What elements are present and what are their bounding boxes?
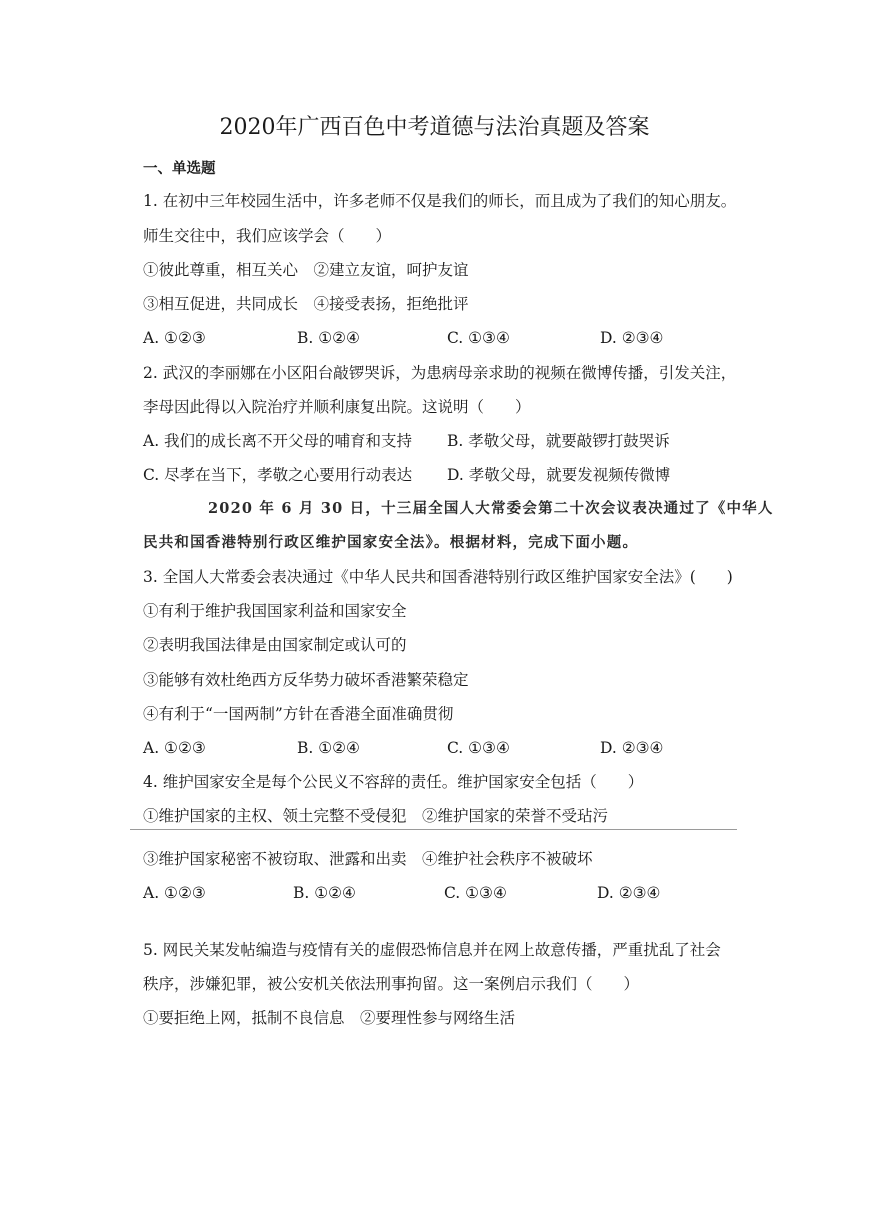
- q1-option-d: D. ②③④: [600, 329, 664, 347]
- q5-stem-line-1: 5. 网民关某发帖编造与疫情有关的虚假恐怖信息并在网上故意传播，严重扰乱了社会: [143, 941, 721, 959]
- q1-stem-line-2: 师生交往中，我们应该学会（ ）: [143, 227, 392, 245]
- q3-option-b: B. ①②④: [297, 739, 360, 757]
- q1-option-b: B. ①②④: [297, 329, 360, 347]
- q4-item-line-1: ①维护国家的主权、领土完整不受侵犯 ②维护国家的荣誉不受玷污: [143, 807, 609, 825]
- q4-stem-line-1: 4. 维护国家安全是每个公民义不容辞的责任。维护国家安全包括（ ）: [143, 773, 644, 791]
- q2-option-b: B. 孝敬父母，就要敲锣打鼓哭诉: [447, 432, 670, 450]
- q4-option-b: B. ①②④: [293, 884, 356, 902]
- q2-stem-line-2: 李母因此得以入院治疗并顺利康复出院。这说明（ ）: [143, 398, 531, 416]
- q1-option-a: A. ①②③: [143, 329, 206, 347]
- q3-item-line-1: ①有利于维护我国国家利益和国家安全: [143, 602, 407, 620]
- q2-option-d: D. 孝敬父母，就要发视频传微博: [447, 466, 671, 484]
- q1-item-line-2: ③相互促进，共同成长 ④接受表扬，拒绝批评: [143, 295, 469, 313]
- q4-item-line-2: ③维护国家秘密不被窃取、泄露和出卖 ④维护社会秩序不被破坏: [143, 850, 593, 868]
- material-line-2: 民共和国香港特别行政区维护国家安全法》。根据材料，完成下面小题。: [143, 534, 639, 551]
- q5-item-line-1: ①要拒绝上网，抵制不良信息 ②要理性参与网络生活: [143, 1009, 516, 1027]
- q1-item-line-1: ①彼此尊重，相互关心 ②建立友谊，呵护友谊: [143, 261, 469, 279]
- q5-stem-line-2: 秩序，涉嫌犯罪，被公安机关依法刑事拘留。这一案例启示我们（ ）: [143, 975, 640, 993]
- page-title: 2020年广西百色中考道德与法治真题及答案: [219, 115, 650, 140]
- q1-stem-line-1: 1. 在初中三年校园生活中，许多老师不仅是我们的师长，而且成为了我们的知心朋友。: [143, 192, 737, 210]
- q2-stem-line-1: 2. 武汉的李丽娜在小区阳台敲锣哭诉，为患病母亲求助的视频在微博传播，引发关注，: [143, 364, 737, 382]
- q3-option-c: C. ①③④: [447, 739, 510, 757]
- q4-option-a: A. ①②③: [143, 884, 206, 902]
- q3-item-line-2: ②表明我国法律是由国家制定或认可的: [143, 636, 407, 654]
- page-divider: [130, 829, 737, 830]
- q3-stem-line-1: 3. 全国人大常委会表决通过《中华人民共和国香港特别行政区维护国家安全法》( ): [143, 568, 733, 586]
- q3-option-d: D. ②③④: [600, 739, 664, 757]
- q4-option-c: C. ①③④: [444, 884, 507, 902]
- q1-option-c: C. ①③④: [447, 329, 510, 347]
- q3-option-a: A. ①②③: [143, 739, 206, 757]
- q2-option-a: A. 我们的成长离不开父母的哺育和支持: [143, 432, 413, 450]
- section-heading: 一、单选题: [143, 161, 216, 177]
- q3-item-line-3: ③能够有效杜绝西方反华势力破坏香港繁荣稳定: [143, 671, 469, 689]
- q2-option-c: C. 尽孝在当下，孝敬之心要用行动表达: [143, 466, 413, 484]
- q4-option-d: D. ②③④: [597, 884, 661, 902]
- material-line-1: 2020 年 6 月 30 日，十三届全国人大常委会第二十次会议表决通过了《中华人: [208, 500, 774, 517]
- q3-item-line-4: ④有利于“一国两制”方针在香港全面准确贯彻: [143, 705, 454, 723]
